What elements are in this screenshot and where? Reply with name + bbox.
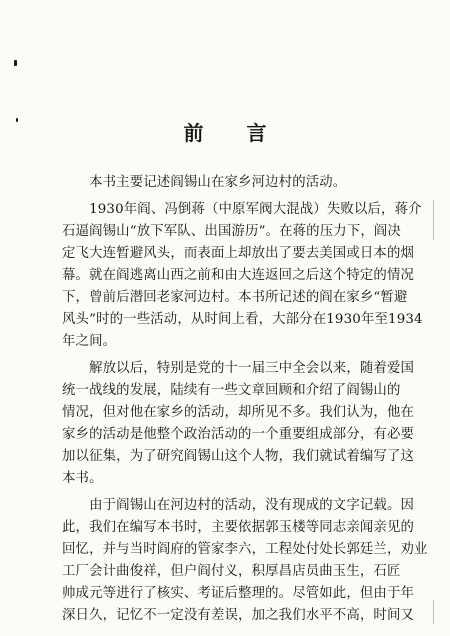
text-line: 情况，但对他在家乡的活动，却所见不多。我们认为，他在 (62, 405, 415, 420)
text-line: 工厂会计曲俊祥，但户阎付义，积厚昌店员曲玉生，石匠 (62, 564, 401, 579)
page-title: 前 言 (183, 121, 285, 145)
text-line: 解放以后，特别是党的十一届三中全会以来，随着爱国 (62, 361, 415, 376)
text-line: 本书主要记述阎锡山在家乡河边村的活动。 (62, 175, 347, 190)
text-line: 石逼阎锡山“放下军队、出国游历”。在蒋的压力下，阎决 (62, 224, 401, 239)
text-line: 加以征集，为了研究阎锡山这个人物，我们就试着编写了这 (62, 449, 415, 464)
text-line: 此，我们在编写本书时，主要依据郭玉楼等同志亲闻亲见的 (62, 520, 415, 535)
scan-edge (433, 600, 434, 624)
text-line: 帅成元等进行了核实、考证后整理的。尽管如此，但由于年 (62, 586, 415, 601)
text-line: 年之间。 (62, 334, 117, 349)
text-line: 风头”时的一些活动，从时间上看，大部分在1930年至1934 (62, 312, 423, 327)
text-line: 本书。 (62, 471, 103, 486)
text-line: 深日久，记忆不一定没有差误，加之我们水平不高，时间又 (62, 608, 415, 623)
text-line: 统一战线的发展，陆续有一些文章回顾和介绍了阎锡山的 (62, 383, 401, 398)
scan-mark (14, 60, 17, 66)
text-line: 家乡的活动是他整个政治活动的一个重要组成部分，有必要 (62, 427, 415, 442)
text-line: 下，曾前后潜回老家河边村。本书所记述的阎在家乡“暂避 (62, 290, 408, 305)
text-line: 1930年阎、冯倒蒋（中原军阀大混战）失败以后，蒋介 (62, 202, 422, 217)
text-line: 回忆，并与当时阎府的管家李六，工程处付处长郭廷兰，劝业 (62, 542, 428, 557)
text-line: 幕。就在阎逃离山西之前和由大连返回之后这个特定的情况 (62, 268, 415, 283)
text-line: 由于阎锡山在河边村的活动，没有现成的文字记载。因 (62, 498, 415, 513)
text-line: 定飞大连暂避风头，而表面上却放出了要去美国或日本的烟 (62, 246, 415, 261)
preface-body (62, 172, 428, 627)
scan-edge (433, 200, 434, 240)
